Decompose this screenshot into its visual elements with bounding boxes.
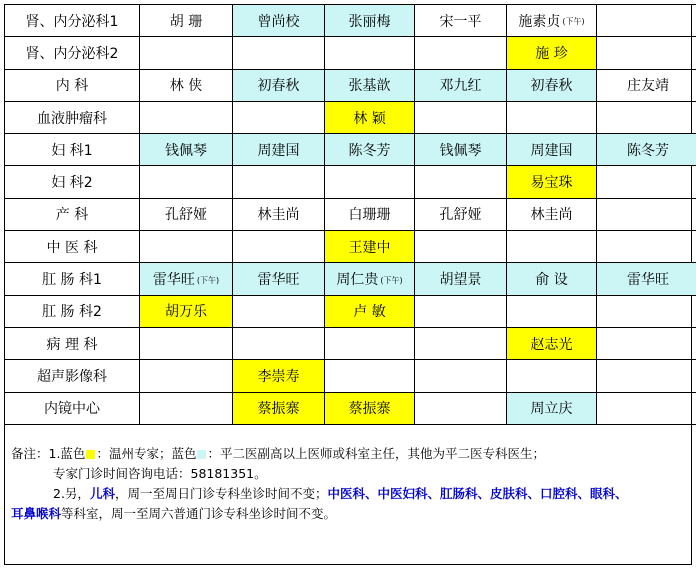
doctor-cell [507, 198, 597, 230]
doctor-cell [415, 101, 507, 133]
doctor-cell [507, 231, 597, 263]
department-label: 超声影像科 [5, 360, 140, 392]
doctor-cell [233, 198, 325, 230]
doctor-cell [415, 166, 507, 198]
doctor-name: 周建国 [530, 142, 573, 159]
note-text: ，周一至周日门诊专科坐诊时间不变； [114, 486, 328, 501]
department-label: 肾、内分泌科2 [5, 37, 140, 69]
doctor-name: 初春秋 [530, 78, 573, 95]
doctor-cell [415, 263, 507, 295]
doctor-name: 蔡振寨 [348, 401, 391, 418]
doctor-cell [415, 134, 507, 166]
department-label: 内 科 [5, 69, 140, 101]
doctor-cell [325, 134, 415, 166]
doctor-cell [507, 166, 597, 198]
doctor-cell [415, 69, 507, 101]
doctor-cell [597, 295, 696, 327]
doctor-name: 林圭尚 [257, 207, 300, 224]
doctor-cell [140, 231, 233, 263]
doctor-name: 张基歆 [348, 78, 391, 95]
doctor-cell [140, 37, 233, 69]
doctor-cell [140, 360, 233, 392]
schedule-body [5, 5, 696, 425]
doctor-name: 林 颖 [353, 110, 386, 127]
doctor-name: 陈冬芳 [627, 142, 669, 159]
table-row [5, 360, 696, 392]
doctor-name: 卢 敏 [353, 304, 386, 321]
doctor-name: 白珊珊 [348, 207, 391, 224]
table-row [5, 231, 696, 263]
table-row [5, 295, 696, 327]
note-highlight: 耳鼻喉科 [11, 506, 62, 521]
doctor-cell [415, 327, 507, 359]
doctor-cell [140, 392, 233, 424]
doctor-cell [140, 198, 233, 230]
doctor-name: 陈冬芳 [348, 142, 391, 159]
table-row [5, 5, 696, 37]
doctor-name: 俞 设 [535, 272, 568, 289]
doctor-cell [507, 101, 597, 133]
doctor-cell [325, 327, 415, 359]
note-phone: 专家门诊时间咨询电话：58181351。 [53, 466, 267, 481]
doctor-name: 宋一平 [439, 13, 482, 30]
yellow-swatch [86, 450, 95, 459]
department-label: 产 科 [5, 198, 140, 230]
doctor-name: 雷华旺 [257, 272, 300, 289]
table-row [5, 69, 696, 101]
doctor-cell [415, 295, 507, 327]
doctor-name: 胡望景 [439, 272, 482, 289]
doctor-cell [140, 5, 233, 37]
department-label: 肾、内分泌科1 [5, 5, 140, 37]
doctor-cell [233, 263, 325, 295]
doctor-name: 周立庆 [530, 401, 573, 418]
table-row [5, 392, 696, 424]
note-text: ：平二医副高以上医师或科室主任，其他为平二医专科医生； [207, 446, 545, 461]
doctor-name: 曾尚校 [257, 13, 300, 30]
doctor-cell [233, 295, 325, 327]
doctor-cell [233, 392, 325, 424]
doctor-cell [233, 360, 325, 392]
table-row [5, 37, 696, 69]
afternoon-note: (下午) [196, 275, 220, 285]
department-label: 病 理 科 [5, 327, 140, 359]
doctor-cell [325, 101, 415, 133]
doctor-cell [140, 263, 233, 295]
doctor-cell [233, 37, 325, 69]
doctor-cell [597, 37, 696, 69]
doctor-cell [325, 69, 415, 101]
doctor-name: 赵志光 [530, 336, 573, 353]
doctor-cell [507, 134, 597, 166]
doctor-cell [325, 295, 415, 327]
doctor-cell [415, 198, 507, 230]
doctor-cell [325, 166, 415, 198]
doctor-cell [233, 166, 325, 198]
doctor-cell [415, 360, 507, 392]
note-text: 备注：1.蓝色 [11, 446, 86, 461]
doctor-cell [140, 134, 233, 166]
note-line-3 [53, 484, 627, 502]
doctor-cell [597, 231, 696, 263]
doctor-cell [597, 392, 696, 424]
doctor-cell [507, 392, 597, 424]
doctor-name: 施 珍 [535, 45, 568, 62]
table-row [5, 263, 696, 295]
doctor-name: 易宝珠 [530, 175, 573, 192]
table-row [5, 198, 696, 230]
doctor-name: 周仁贵 [336, 272, 379, 289]
doctor-cell [597, 166, 696, 198]
table-row [5, 327, 696, 359]
table-row [5, 166, 696, 198]
doctor-name: 钱佩琴 [439, 142, 482, 159]
note-line-4 [11, 504, 336, 522]
department-label: 内镜中心 [5, 392, 140, 424]
doctor-name: 张丽梅 [348, 13, 391, 30]
department-label: 肛 肠 科2 [5, 295, 140, 327]
doctor-name: 孔舒娅 [165, 207, 207, 224]
doctor-name: 周建国 [257, 142, 300, 159]
afternoon-note: (下午) [562, 17, 585, 27]
department-label: 血液肿瘤科 [5, 101, 140, 133]
doctor-name: 胡万乐 [165, 304, 207, 321]
doctor-name: 庄友靖 [627, 78, 669, 95]
doctor-cell [597, 327, 696, 359]
doctor-cell [233, 231, 325, 263]
note-text: ：温州专家；蓝色 [96, 446, 197, 461]
doctor-cell [415, 37, 507, 69]
doctor-cell [233, 134, 325, 166]
doctor-cell [597, 360, 696, 392]
doctor-cell [415, 231, 507, 263]
doctor-cell [507, 37, 597, 69]
doctor-cell [597, 101, 696, 133]
doctor-cell [325, 263, 415, 295]
doctor-cell [233, 101, 325, 133]
note-text: 等科室，周一至周六普通门诊专科坐诊时间不变。 [61, 506, 337, 521]
doctor-cell [233, 69, 325, 101]
doctor-cell [140, 327, 233, 359]
doctor-cell [507, 295, 597, 327]
doctor-name: 施素贞 [518, 13, 561, 30]
table-row [5, 101, 696, 133]
doctor-name: 蔡振寨 [257, 401, 300, 418]
department-label: 妇 科1 [5, 134, 140, 166]
doctor-cell [325, 360, 415, 392]
doctor-cell [507, 5, 597, 37]
doctor-name: 林 侠 [169, 78, 203, 95]
doctor-name: 林圭尚 [530, 207, 573, 224]
doctor-name: 李崇寿 [257, 368, 300, 385]
doctor-cell [325, 37, 415, 69]
afternoon-note: (下午) [380, 275, 403, 285]
doctor-cell [597, 134, 696, 166]
department-label: 肛 肠 科1 [5, 263, 140, 295]
table-row [5, 134, 696, 166]
doctor-cell [507, 360, 597, 392]
department-label: 妇 科2 [5, 166, 140, 198]
doctor-name: 雷华旺 [152, 272, 195, 289]
doctor-cell [140, 69, 233, 101]
doctor-cell [507, 69, 597, 101]
doctor-cell [325, 5, 415, 37]
doctor-cell [140, 101, 233, 133]
doctor-name: 初春秋 [257, 78, 300, 95]
note-highlight: 中医科、中医妇科、肛肠科、皮肤科、口腔科、眼科、 [327, 486, 628, 501]
doctor-name: 邓九红 [439, 78, 482, 95]
doctor-cell [233, 5, 325, 37]
notes-box [4, 426, 692, 565]
note-text: 2.另， [53, 486, 90, 501]
doctor-cell [325, 198, 415, 230]
doctor-cell [325, 392, 415, 424]
doctor-name: 孔舒娅 [439, 207, 482, 224]
doctor-cell [415, 392, 507, 424]
doctor-name: 雷华旺 [627, 272, 669, 289]
doctor-cell [507, 263, 597, 295]
doctor-name: 钱佩琴 [165, 142, 207, 159]
doctor-cell [415, 5, 507, 37]
doctor-name: 胡 珊 [169, 13, 203, 30]
note-line-2 [53, 464, 267, 482]
doctor-cell [140, 295, 233, 327]
doctor-cell [597, 198, 696, 230]
schedule-table [4, 4, 696, 425]
department-label: 中 医 科 [5, 231, 140, 263]
doctor-cell [597, 263, 696, 295]
doctor-name: 王建中 [348, 239, 391, 256]
doctor-cell [597, 5, 696, 37]
doctor-cell [325, 231, 415, 263]
doctor-cell [507, 327, 597, 359]
doctor-cell [140, 166, 233, 198]
blue-swatch [197, 450, 206, 459]
note-line-1 [11, 444, 545, 462]
doctor-cell [233, 327, 325, 359]
note-highlight: 儿科 [89, 486, 115, 501]
doctor-cell [597, 69, 696, 101]
